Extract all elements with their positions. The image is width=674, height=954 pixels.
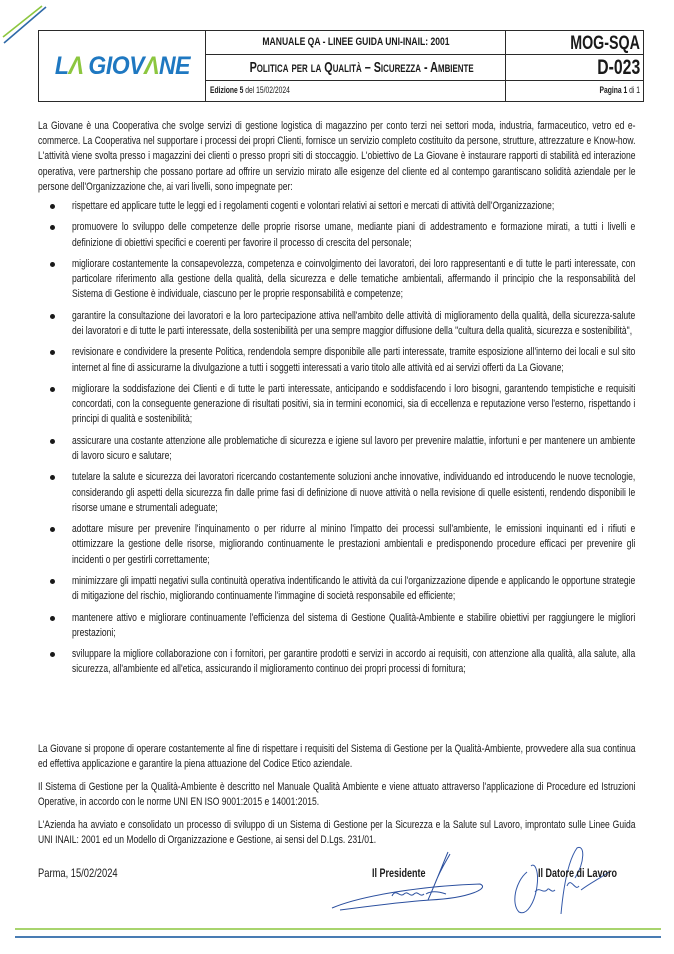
list-item-text: sviluppare la migliore collaborazione con i fornitori, per garantire prodotti e servizi in accordo ai requisiti, con attenzione alla qualità, alla salute, alla sicurezza, all'ambiente ed all'etica, assicurando il miglioramento continuo dei propri processi di fornitura;	[72, 648, 636, 676]
list-item	[38, 309, 637, 339]
bullet-icon	[50, 616, 55, 621]
list-item-text: minimizzare gli impatti negativi sulla continuità operativa indentificando le attività da cui l'organizzazione dipende e applicando le opportune strategie di mitigazione del rischio, migliorando continuamente l'immagine di società responsabile ed efficiente;	[72, 574, 636, 603]
edition-row	[206, 81, 505, 101]
bullet-icon	[50, 262, 55, 267]
list-item-text: migliorare la soddisfazione dei Clienti e di tutte le parti interessate, anticipando e soddisfacendo i loro bisogni, garantendo tempistiche e requisiti concordati, con la conseguente generazione di risultati positivi, sia in termini economici, sia di eccellenza e reputazione verso l'esterno, rispettando i principi di qualità e sostenibilità;	[72, 382, 636, 426]
list-item-text: mantenere attivo e migliorare continuamente l'efficienza del sistema di Gestione Qualità-Ambiente e stabilire obiettivi per raggiungere le migliori prestazioni;	[72, 611, 636, 639]
logo-letter-a-green: Λ	[68, 51, 83, 80]
list-item	[38, 470, 637, 516]
list-item	[38, 199, 637, 214]
bullet-icon	[50, 204, 55, 209]
corner-line-green	[3, 6, 42, 37]
company-logo	[54, 52, 189, 81]
employer-signature	[505, 842, 615, 922]
list-item	[38, 611, 637, 641]
policy-title: Politica per la Qualità – Sicurezza - Ambiente	[249, 59, 474, 76]
intro-text: La Giovane è una Cooperativa che svolge servizi di gestione logistica di magazzino per conto terzi nei settori moda, industria, farmaceutico, vetro ed e-commerce. La Cooperativa nel supportare i processi dei propri Clienti, fornisce un servizio completo costituito da persone, strutture, attrezzature e Know-how. L'attività viene svolta presso i magazzini dei clienti o presso propri siti di stoccaggio. L'obiettivo de La Giovane è instaurare rapporti di stabilità ed interazione operativa, vere partnership che possano portare ad offrire un servizio mirato alle esigenze del cliente ed al contempo garantiscano solidità aziendale per le persone dell'Organizzazione che, ai vari livelli, sono impegnate per:	[38, 120, 636, 193]
logo-letter-a-green: Λ	[143, 51, 159, 80]
manual-title-row	[206, 31, 505, 55]
bullet-icon	[50, 225, 55, 230]
closing-paragraph-system	[38, 780, 637, 810]
list-item-text: garantire la consultazione dei lavoratori e la loro partecipazione attiva nell'ambito delle attività di miglioramento della qualità, della sicurezza-salute dei lavoratori e di tutte le parti interessate, della sostenibilità per una sempre maggior diffusione della "cultura della qualità, sicurezza e sostenibilità",	[72, 309, 636, 337]
logo-cell	[39, 31, 206, 101]
list-item-text: rispettare ed applicare tutte le leggi ed i regolamenti cogenti e volontari relativi ai settori e mercati di attività dell'Organizzazione;	[72, 200, 555, 212]
list-item-text: tutelare la salute e sicurezza dei lavoratori ricercando costantemente soluzioni anche innovative, individuando ed introducendo le nuove tecnologie, considerando gli aspetti della sicurezza fin dalle prime fasi di definizione di nuove attività o nella revisione di quelle esistenti, rendendo disponibili le risorse umane e strumentali adeguate;	[72, 471, 636, 514]
page-label: Pagina 1	[599, 85, 628, 95]
edition-label: Edizione 5	[210, 85, 244, 95]
document-header	[38, 30, 644, 102]
list-item	[38, 522, 637, 568]
bullet-icon	[50, 350, 55, 355]
list-item-text: migliorare costantemente la consapevolezza, competenza e coinvolgimento dei lavoratori, dei loro rappresentanti e di tutte le parti interessate, con particolare riferimento alla gestione della qualità, della sicurezza e delle tematiche ambientali, affermando il principio che la responsabilità del Sistema di Gestione è individuale, ciascuno per le proprie responsabilità e competenze;	[72, 257, 636, 301]
place-date-text: Parma, 15/02/2024	[38, 866, 118, 880]
logo-letters-ne: NE	[158, 51, 190, 80]
policy-title-row	[206, 55, 505, 81]
logo-letter-l: L	[54, 51, 69, 80]
closing-text: L'Azienda ha avviato e consolidato un processo di sviluppo di un Sistema di Gestione per la Sicurezza e la Salute sul Lavoro, improntato sulle Linee Guida UNI INAIL: 2001 ed un Modello di Organizzazione e Gestione, ai sensi del D.Lgs. 231/01.	[38, 819, 636, 847]
place-and-date	[38, 866, 140, 880]
list-item	[38, 345, 637, 375]
bullet-icon	[50, 579, 55, 584]
page-of: di 1	[627, 85, 640, 95]
header-title-column	[206, 31, 506, 101]
list-item	[38, 434, 637, 464]
document-code-secondary: D-023	[597, 56, 640, 79]
document-code-primary: MOG-SQA	[570, 33, 640, 54]
manual-title: MANUALE QA - LINEE GUIDA UNI-INAIL: 2001	[261, 36, 450, 48]
bullet-icon	[50, 527, 55, 532]
employer-label: Il Datore di Lavoro	[538, 866, 618, 880]
bullet-icon	[50, 314, 55, 319]
edition-date: del 15/02/2024	[243, 85, 290, 95]
list-item-text: adottare misure per prevenire l'inquinamento o per ridurre al minino l'impatto dei processi sull'ambiente, le emissioni inquinanti ed i rifiuti e ottimizzare la gestione delle risorse, migliorando continuamente le prestazioni ambientali e predisponendo procedure efficaci per prevenire gli incidenti o per gestirli correttamente;	[72, 523, 636, 566]
list-item	[38, 220, 637, 250]
president-label: Il Presidente	[372, 866, 426, 880]
code-primary-row	[506, 31, 643, 55]
bullet-icon	[50, 652, 55, 657]
president-signature	[330, 848, 490, 918]
intro-paragraph	[38, 119, 637, 195]
list-item	[38, 574, 637, 604]
bullet-icon	[50, 439, 55, 444]
commitments-list	[38, 199, 637, 684]
closing-text: Il Sistema di Gestione per la Qualità-Ambiente è descritto nel Manuale Qualità Ambiente e viene attuato attraverso l'applicazione di Procedure ed Istruzioni Operative, in accordo con le norme UNI EN ISO 9001:2015 e 14001:2015.	[38, 781, 636, 809]
bullet-icon	[50, 387, 55, 392]
page-number-row	[506, 81, 643, 101]
list-item-text: promuovere lo sviluppo delle competenze delle proprie risorse umane, mediante piani di addestramento e formazione mirati, a tutti i livelli e definizione di obiettivi specifici e coerenti per favorire il processo di crescita del personale;	[72, 221, 636, 249]
logo-letters-giov: GIOV	[82, 51, 144, 80]
bullet-icon	[50, 475, 55, 480]
header-code-column	[506, 31, 643, 101]
list-item	[38, 257, 637, 303]
code-secondary-row	[506, 55, 643, 81]
closing-paragraph-commitment	[38, 742, 637, 772]
list-item-text: revisionare e condividere la presente Politica, rendendola sempre disponibile alle parti interessate, tramite esposizione all'interno dei locali e sul sito internet al fine di assicurarne la divulgazione a tutti i soggetti interessati a vario titolo alle attività ed ai servizi offerti da La Giovane;	[72, 346, 636, 374]
footer-decoration-lines	[15, 926, 661, 940]
closing-text: La Giovane si propone di operare costantemente al fine di rispettare i requisiti del Sistema di Gestione per la Qualità-Ambiente, provvedere alla sua continua ed effettiva applicazione e garantire la piena attuazione del Codice Etico aziendale.	[38, 743, 636, 771]
list-item-text: assicurare una costante attenzione alle problematiche di sicurezza e igiene sul lavoro per prevenire malattie, infortuni e per mantenere un ambiente di lavoro sicuro e salutare;	[72, 434, 636, 462]
list-item	[38, 647, 637, 677]
list-item	[38, 382, 637, 428]
